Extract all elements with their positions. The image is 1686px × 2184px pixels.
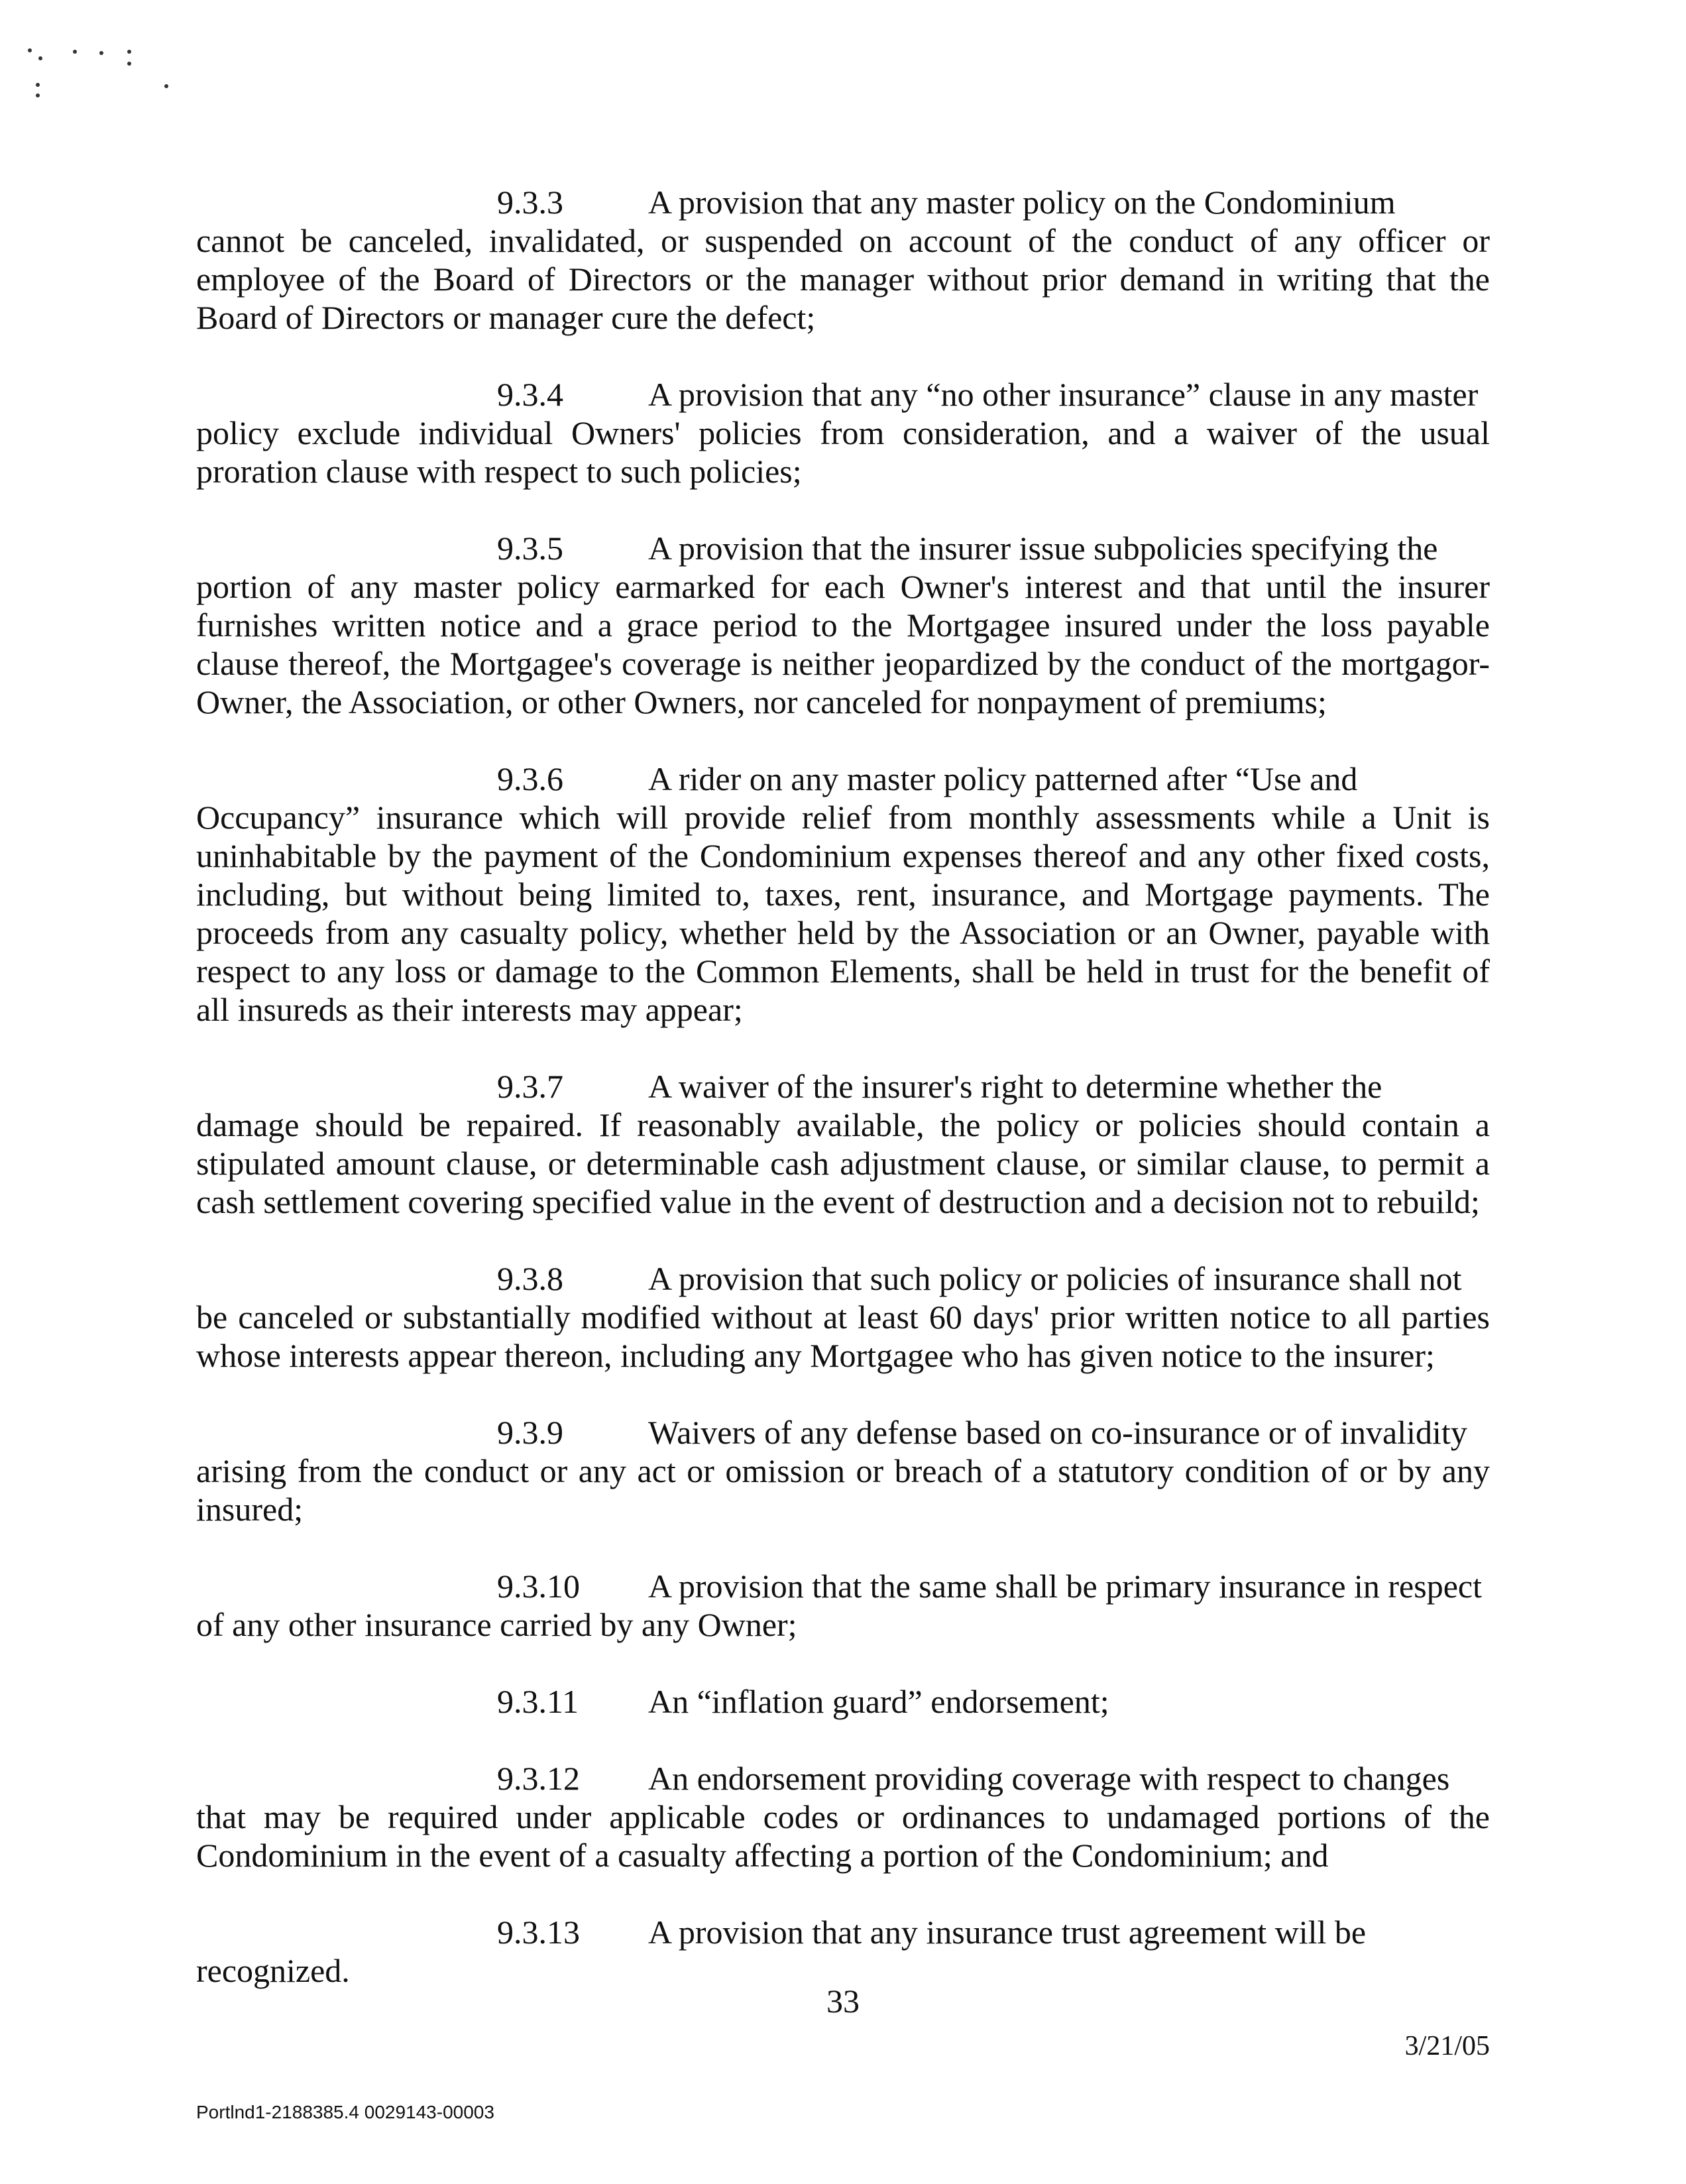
first-line-text: A provision that any “no other insurance” clause in any master xyxy=(648,376,1479,413)
paragraph-9-3-3 xyxy=(196,183,1490,337)
paragraph-first-line xyxy=(196,760,1490,798)
first-line-text: A waiver of the insurer's right to determine whether the xyxy=(648,1068,1382,1105)
document-id: Portlnd1-2188385.4 0029143-00003 xyxy=(196,2102,494,2122)
section-number: 9.3.12 xyxy=(497,1760,580,1797)
paragraph-9-3-10 xyxy=(196,1567,1490,1644)
paragraph-first-line xyxy=(196,1682,1490,1721)
paragraph-first-line xyxy=(196,1413,1490,1452)
first-line-text: A provision that any insurance trust agreement will be xyxy=(648,1914,1367,1951)
paragraph-9-3-5 xyxy=(196,529,1490,721)
section-number: 9.3.13 xyxy=(497,1914,580,1951)
section-number: 9.3.4 xyxy=(497,376,563,413)
paragraph-9-3-6 xyxy=(196,760,1490,1029)
first-line-text: An “inflation guard” endorsement; xyxy=(648,1683,1109,1720)
section-number: 9.3.9 xyxy=(497,1414,563,1451)
page-number: 33 xyxy=(826,1983,860,2020)
paragraph-text: recognized. xyxy=(196,1952,350,1989)
paragraph-9-3-4 xyxy=(196,375,1490,490)
paragraph-text: Occupancy” insurance which will provide relief from monthly assessments while a Unit is uninhabitable by the payment of the Condominium expenses thereof and any other fixed costs, including, but without being limited to, taxes, rent, insurance, and Mortgage payments. The proceeds from any casualty policy, whether held by the Association or an Owner, payable with respect to any loss or damage to the Common Elements, shall be held in trust for the benefit of all insureds as their interests may appear; xyxy=(196,799,1490,1028)
paragraph-first-line xyxy=(196,1067,1490,1106)
paragraph-text: policy exclude individual Owners' policies from consideration, and a waiver of the usual proration clause with respect to such policies; xyxy=(196,414,1490,490)
paragraph-first-line xyxy=(196,1259,1490,1298)
paragraph-first-line xyxy=(196,529,1490,567)
paragraph-first-line xyxy=(196,1913,1490,1951)
first-line-text: A provision that such policy or policies of insurance shall not xyxy=(648,1260,1462,1297)
first-line-text: A provision that the insurer issue subpolicies specifying the xyxy=(648,530,1438,567)
paragraph-9-3-12 xyxy=(196,1759,1490,1874)
first-line-text: An endorsement providing coverage with respect to changes xyxy=(648,1760,1450,1797)
paragraph-text: cannot be canceled, invalidated, or suspended on account of the conduct of any officer or employee of the Board of Directors or the manager without prior demand in writing that the Board of Directors or manager cure the defect; xyxy=(196,222,1490,336)
paragraph-text: that may be required under applicable codes or ordinances to undamaged portions of the Condominium in the event of a casualty affecting a portion of the Condominium; and xyxy=(196,1798,1490,1874)
paragraph-9-3-7 xyxy=(196,1067,1490,1221)
section-number: 9.3.10 xyxy=(497,1568,580,1605)
document-body xyxy=(196,183,1490,2028)
section-number: 9.3.5 xyxy=(497,530,563,567)
first-line-text: A provision that any master policy on the Condominium xyxy=(648,184,1396,221)
paragraph-9-3-13 xyxy=(196,1913,1490,1990)
paragraph-text: of any other insurance carried by any Owner; xyxy=(196,1606,797,1643)
first-line-text: A rider on any master policy patterned after “Use and xyxy=(648,760,1358,797)
section-number: 9.3.3 xyxy=(497,184,563,221)
paragraph-first-line xyxy=(196,375,1490,414)
section-number: 9.3.6 xyxy=(497,760,563,797)
footer-date: 3/21/05 xyxy=(1404,2031,1490,2061)
first-line-text: A provision that the same shall be primary insurance in respect xyxy=(648,1568,1482,1605)
section-number: 9.3.11 xyxy=(497,1683,579,1720)
scan-specks xyxy=(27,36,199,116)
paragraph-first-line xyxy=(196,1759,1490,1798)
paragraph-first-line xyxy=(196,1567,1490,1605)
paragraph-text: be canceled or substantially modified without at least 60 days' prior written notice to all parties whose interests appear thereon, including any Mortgagee who has given notice to the insurer; xyxy=(196,1298,1490,1374)
paragraph-9-3-11 xyxy=(196,1682,1490,1721)
paragraph-text: portion of any master policy earmarked for each Owner's interest and that until the insurer furnishes written notice and a grace period to the Mortgagee insured under the loss payable clause thereof, the Mortgagee's coverage is neither jeopardized by the conduct of the mortgagor-Owner, the Association, or other Owners, nor canceled for nonpayment of premiums; xyxy=(196,568,1490,720)
paragraph-9-3-9 xyxy=(196,1413,1490,1528)
section-number: 9.3.8 xyxy=(497,1260,563,1297)
paragraph-first-line xyxy=(196,183,1490,221)
section-number: 9.3.7 xyxy=(497,1068,563,1105)
paragraph-9-3-8 xyxy=(196,1259,1490,1375)
paragraph-text: arising from the conduct or any act or omission or breach of a statutory condition of or by any insured; xyxy=(196,1452,1490,1528)
first-line-text: Waivers of any defense based on co-insurance or of invalidity xyxy=(648,1414,1467,1451)
paragraph-text: damage should be repaired. If reasonably available, the policy or policies should contain a stipulated amount clause, or determinable cash adjustment clause, or similar clause, to permit a cash settlement covering specified value in the event of destruction and a decision not to rebuild; xyxy=(196,1106,1490,1220)
